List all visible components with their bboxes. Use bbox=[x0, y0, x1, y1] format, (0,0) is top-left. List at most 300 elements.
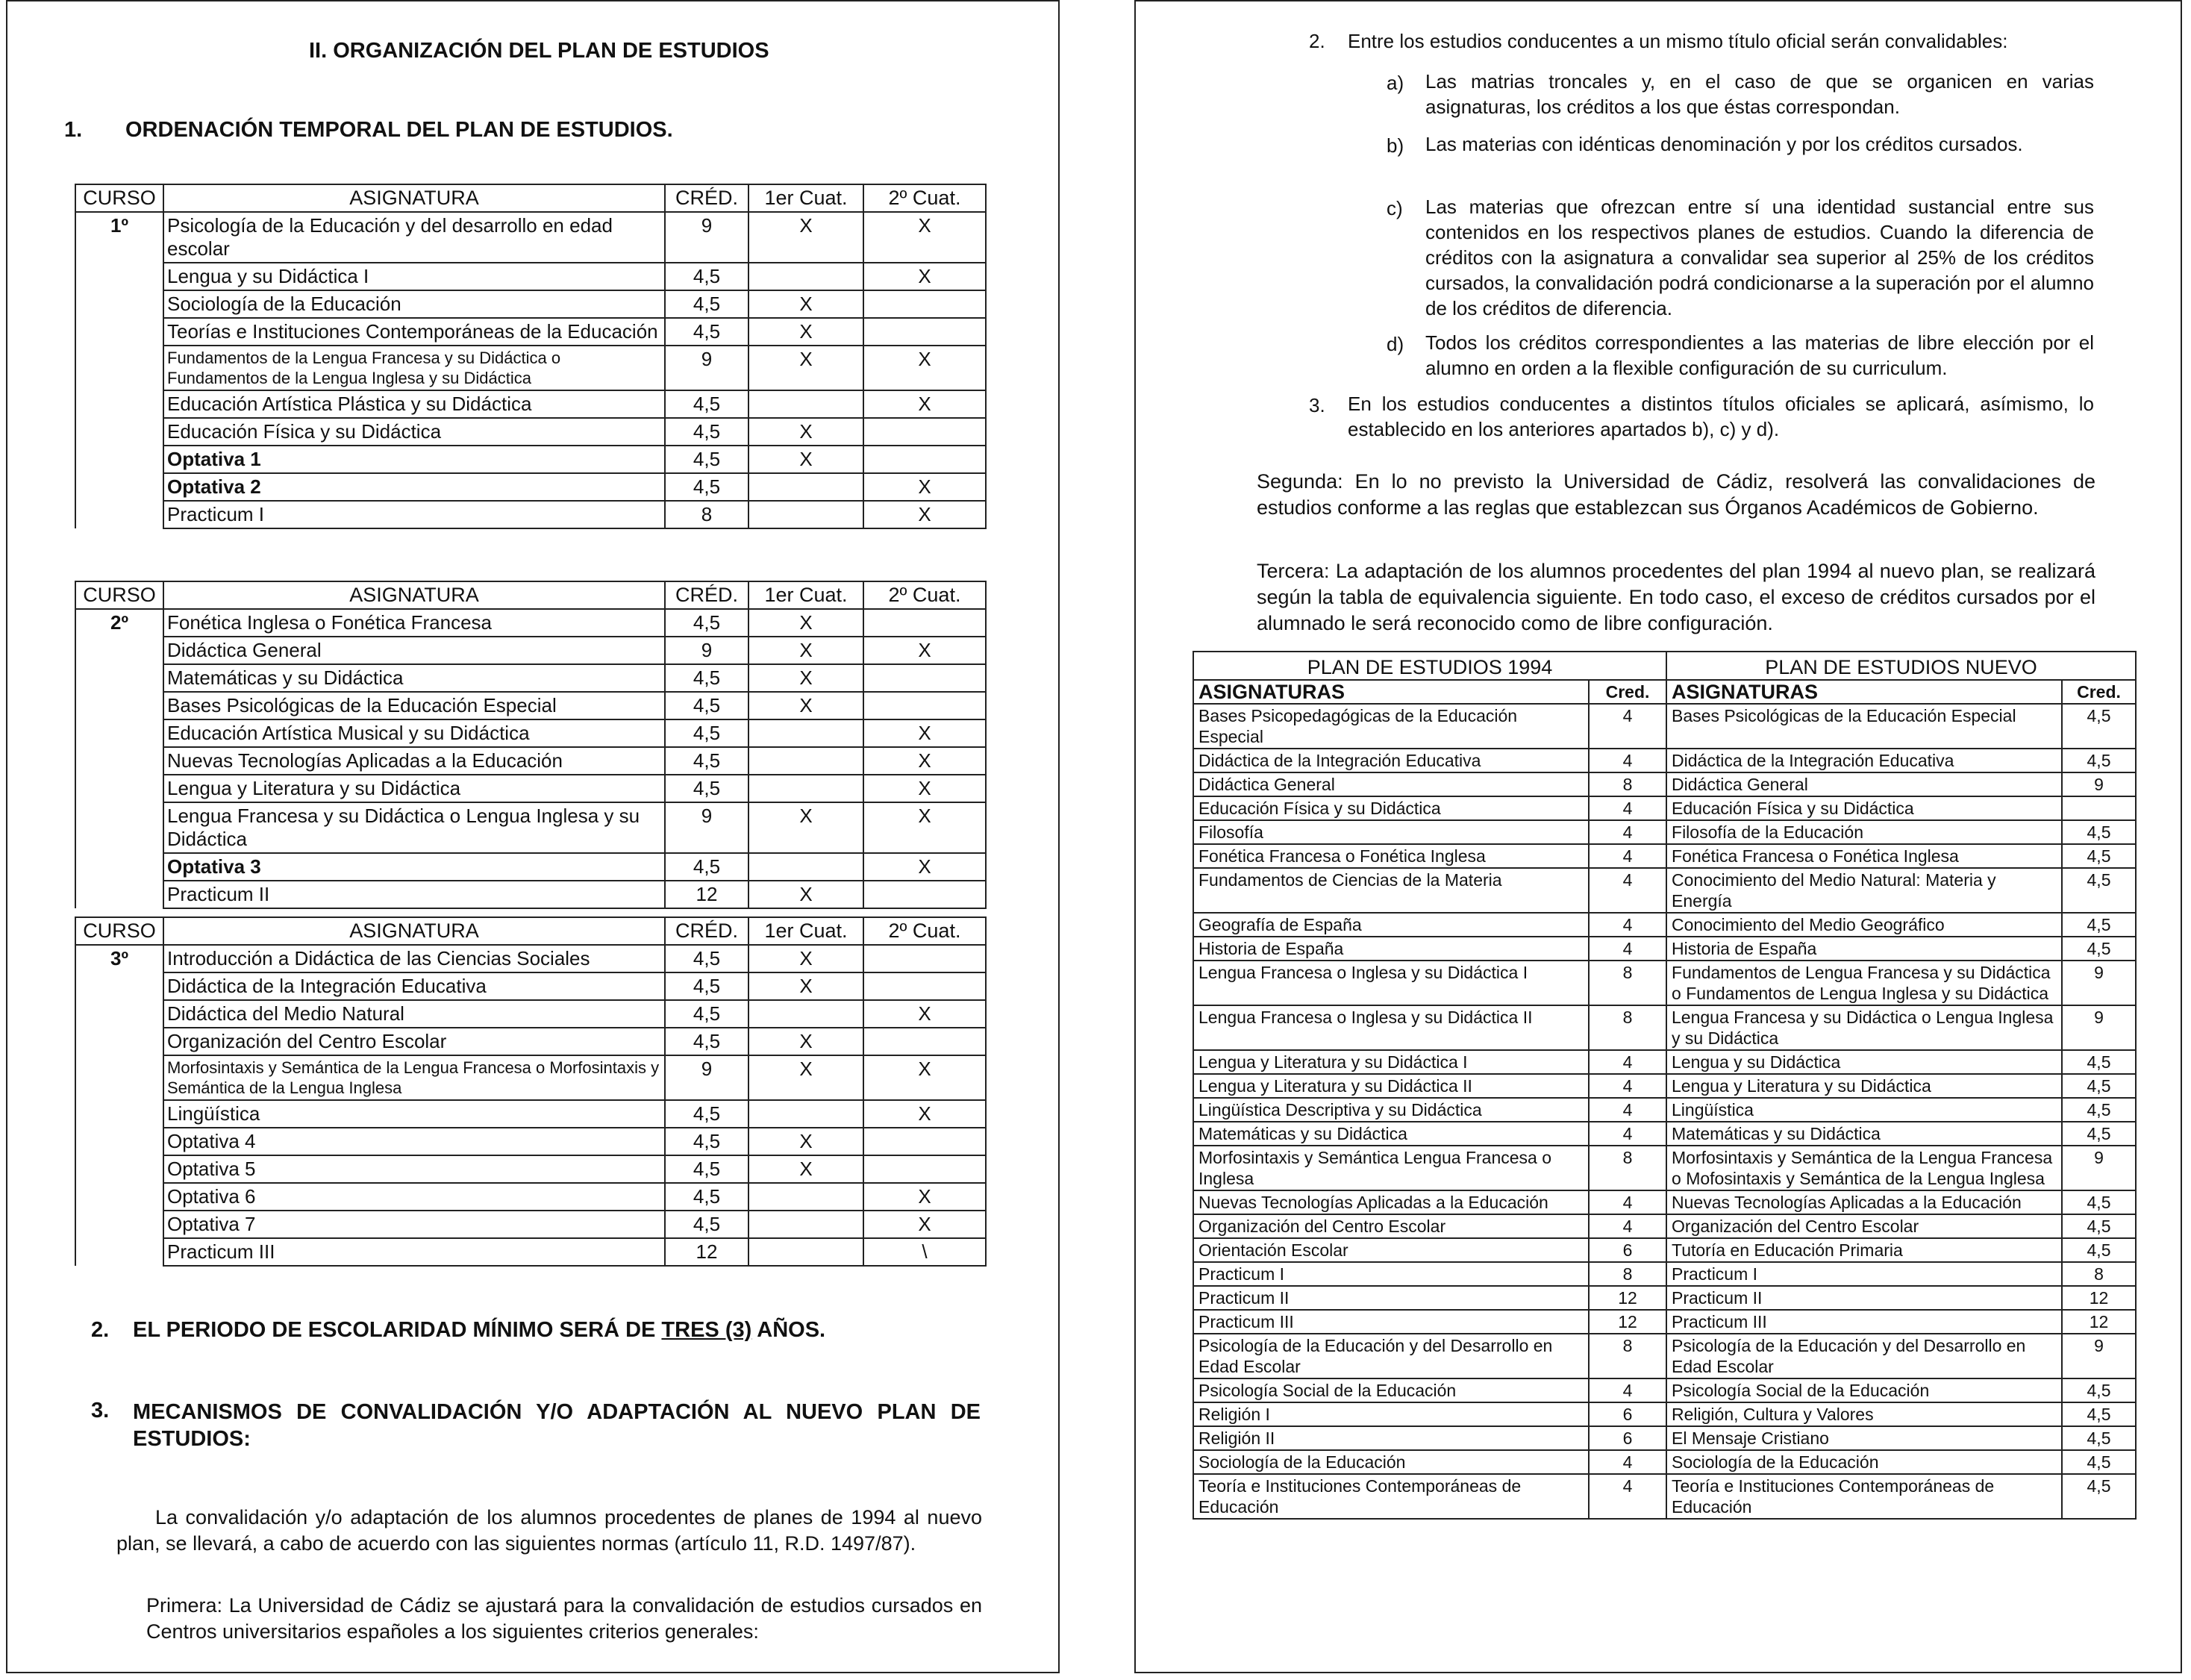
curso-label: 3º bbox=[75, 945, 163, 1266]
table-row bbox=[1193, 1426, 2136, 1450]
old-subject: Orientación Escolar bbox=[1193, 1238, 1589, 1262]
curso-label: 1º bbox=[75, 212, 163, 528]
old-subject: Sociología de la Educación bbox=[1193, 1450, 1589, 1474]
header-first-semester: 1er Cuat. bbox=[748, 581, 863, 609]
subject-name: Lengua Francesa y su Didáctica o Lengua Inglesa y su Didáctica bbox=[163, 802, 665, 853]
plan-new-header: PLAN DE ESTUDIOS NUEVO bbox=[1666, 652, 2136, 680]
new-credits: 4,5 bbox=[2062, 1214, 2136, 1238]
subject-name: Lengua y su Didáctica I bbox=[163, 263, 665, 290]
second-semester-mark: X bbox=[863, 747, 986, 775]
table-row bbox=[75, 775, 986, 802]
new-credits: 9 bbox=[2062, 961, 2136, 1005]
header-curso: CURSO bbox=[75, 581, 163, 609]
credits: 4,5 bbox=[665, 290, 748, 318]
new-subject: Organización del Centro Escolar bbox=[1666, 1214, 2062, 1238]
credits: 9 bbox=[665, 637, 748, 664]
table-row bbox=[75, 719, 986, 747]
old-credits: 8 bbox=[1589, 772, 1666, 796]
subject-name: Fundamentos de la Lengua Francesa y su Didáctica o Fundamentos de la Lengua Inglesa y su Didáctica bbox=[163, 346, 665, 390]
old-credits: 6 bbox=[1589, 1402, 1666, 1426]
table-header-row bbox=[75, 184, 986, 212]
table-row bbox=[75, 692, 986, 719]
table-row bbox=[75, 1211, 986, 1238]
new-subject: Matemáticas y su Didáctica bbox=[1666, 1122, 2062, 1146]
credits: 12 bbox=[665, 1238, 748, 1266]
first-semester-mark: X bbox=[748, 290, 863, 318]
new-subject: Practicum III bbox=[1666, 1310, 2062, 1334]
first-semester-mark bbox=[748, 1238, 863, 1266]
second-semester-mark: \ bbox=[863, 1238, 986, 1266]
new-credits: 4,5 bbox=[2062, 1238, 2136, 1262]
old-subject: Geografía de España bbox=[1193, 913, 1589, 937]
old-credits: 4 bbox=[1589, 1214, 1666, 1238]
new-subject: Tutoría en Educación Primaria bbox=[1666, 1238, 2062, 1262]
credits: 4,5 bbox=[665, 853, 748, 881]
old-subject: Lengua y Literatura y su Didáctica I bbox=[1193, 1050, 1589, 1074]
header-cred: CRÉD. bbox=[665, 184, 748, 212]
first-semester-mark: X bbox=[748, 664, 863, 692]
new-subject: Practicum II bbox=[1666, 1286, 2062, 1310]
table-row bbox=[1193, 1286, 2136, 1310]
second-semester-mark bbox=[863, 609, 986, 637]
credits: 4,5 bbox=[665, 446, 748, 473]
subject-name: Practicum II bbox=[163, 881, 665, 908]
table-row bbox=[75, 1055, 986, 1100]
table-header-row bbox=[75, 917, 986, 945]
table-row bbox=[75, 853, 986, 881]
new-credits: 4,5 bbox=[2062, 937, 2136, 961]
table-row bbox=[1193, 1402, 2136, 1426]
table-row bbox=[1193, 1334, 2136, 1378]
credits: 4,5 bbox=[665, 1028, 748, 1055]
first-semester-mark: X bbox=[748, 881, 863, 908]
subject-name: Organización del Centro Escolar bbox=[163, 1028, 665, 1055]
table-row bbox=[1193, 1238, 2136, 1262]
second-semester-mark: X bbox=[863, 390, 986, 418]
credits: 4,5 bbox=[665, 1155, 748, 1183]
table-row bbox=[1193, 1310, 2136, 1334]
old-subject: Didáctica General bbox=[1193, 772, 1589, 796]
credits: 12 bbox=[665, 881, 748, 908]
table-row bbox=[75, 473, 986, 501]
course-table-2 bbox=[75, 581, 987, 909]
item-2-text: Entre los estudios conducentes a un mismo título oficial serán convalidables: bbox=[1348, 30, 2008, 52]
section-2-suffix: AÑOS. bbox=[751, 1318, 826, 1342]
table-row bbox=[75, 501, 986, 528]
old-subject: Didáctica de la Integración Educativa bbox=[1193, 749, 1589, 772]
table-row bbox=[75, 1183, 986, 1211]
subitem-b-label: b) bbox=[1387, 134, 1404, 157]
subitem-a-label: a) bbox=[1387, 72, 1404, 94]
table-row bbox=[1193, 1474, 2136, 1519]
second-semester-mark: X bbox=[863, 473, 986, 501]
intro-paragraph: La convalidación y/o adaptación de los alumnos procedentes de planes de 1994 al nuevo plan, se llevará, a cabo de acuerdo con las siguientes normas (artículo 11, R.D. 1497/87). bbox=[116, 1506, 982, 1555]
old-subject: Filosofía bbox=[1193, 820, 1589, 844]
second-semester-mark: X bbox=[863, 719, 986, 747]
subject-name: Educación Artística Plástica y su Didáctica bbox=[163, 390, 665, 418]
second-semester-mark bbox=[863, 881, 986, 908]
table-row bbox=[1193, 820, 2136, 844]
first-semester-mark: X bbox=[748, 1028, 863, 1055]
table-row bbox=[75, 1238, 986, 1266]
course-table-1 bbox=[75, 184, 987, 529]
old-subjects-header: ASIGNATURAS bbox=[1193, 680, 1589, 704]
old-credits: 4 bbox=[1589, 1450, 1666, 1474]
second-semester-mark bbox=[863, 1128, 986, 1155]
table-row bbox=[75, 446, 986, 473]
subject-name: Didáctica del Medio Natural bbox=[163, 1000, 665, 1028]
subitem-c-label: c) bbox=[1387, 197, 1403, 219]
old-credits: 12 bbox=[1589, 1310, 1666, 1334]
table-row bbox=[1193, 1122, 2136, 1146]
header-curso: CURSO bbox=[75, 917, 163, 945]
header-second-semester: 2º Cuat. bbox=[863, 581, 986, 609]
old-credits: 8 bbox=[1589, 1334, 1666, 1378]
old-credits: 4 bbox=[1589, 1122, 1666, 1146]
first-semester-mark: X bbox=[748, 446, 863, 473]
subject-name: Optativa 7 bbox=[163, 1211, 665, 1238]
second-semester-mark bbox=[863, 418, 986, 446]
new-subject: Psicología Social de la Educación bbox=[1666, 1378, 2062, 1402]
old-subject: Religión I bbox=[1193, 1402, 1589, 1426]
credits: 4,5 bbox=[665, 1211, 748, 1238]
old-credits: 8 bbox=[1589, 1262, 1666, 1286]
credits: 4,5 bbox=[665, 664, 748, 692]
subject-name: Morfosintaxis y Semántica de la Lengua Francesa o Morfosintaxis y Semántica de la Lengua Inglesa bbox=[163, 1055, 665, 1100]
item-3-text: En los estudios conducentes a distintos títulos oficiales se aplicará, asímismo, lo establecido en los anteriores apartados b), c) y d). bbox=[1348, 393, 2094, 440]
credits: 4,5 bbox=[665, 692, 748, 719]
old-credits: 4 bbox=[1589, 820, 1666, 844]
new-credits: 9 bbox=[2062, 1146, 2136, 1190]
table-row bbox=[1193, 961, 2136, 1005]
old-subject: Lengua Francesa o Inglesa y su Didáctica I bbox=[1193, 961, 1589, 1005]
subject-name: Teorías e Instituciones Contemporáneas de la Educación bbox=[163, 318, 665, 346]
left-page bbox=[6, 0, 1060, 1673]
first-semester-mark bbox=[748, 263, 863, 290]
header-first-semester: 1er Cuat. bbox=[748, 184, 863, 212]
header-asignatura: ASIGNATURA bbox=[163, 184, 665, 212]
table-row bbox=[75, 1100, 986, 1128]
old-subject: Bases Psicopedagógicas de la Educación Especial bbox=[1193, 704, 1589, 749]
table-header-row bbox=[75, 581, 986, 609]
first-semester-mark bbox=[748, 390, 863, 418]
old-subject: Lengua Francesa o Inglesa y su Didáctica II bbox=[1193, 1005, 1589, 1050]
subitem-a-text: Las matrias troncales y, en el caso de que se organicen en varias asignaturas, los créditos a los que éstas correspondan. bbox=[1425, 70, 2094, 118]
item-3-number: 3. bbox=[1309, 394, 1325, 416]
second-semester-mark: X bbox=[863, 263, 986, 290]
second-semester-mark bbox=[863, 446, 986, 473]
table-row bbox=[1193, 749, 2136, 772]
header-second-semester: 2º Cuat. bbox=[863, 184, 986, 212]
table-row bbox=[1193, 937, 2136, 961]
second-semester-mark: X bbox=[863, 501, 986, 528]
table-row bbox=[75, 418, 986, 446]
second-semester-mark: X bbox=[863, 1211, 986, 1238]
new-credits: 4,5 bbox=[2062, 913, 2136, 937]
new-subject: Didáctica General bbox=[1666, 772, 2062, 796]
table-row bbox=[1193, 704, 2136, 749]
table-row bbox=[1193, 1262, 2136, 1286]
new-subject: Lengua y Literatura y su Didáctica bbox=[1666, 1074, 2062, 1098]
segunda-paragraph: Segunda: En lo no previsto la Universidad de Cádiz, resolverá las convalidaciones de estudios conforme a las reglas que establezcan sus Órganos Académicos de Gobierno. bbox=[1257, 470, 2095, 519]
old-subject: Practicum I bbox=[1193, 1262, 1589, 1286]
primera-paragraph: Primera: La Universidad de Cádiz se ajustará para la convalidación de estudios cursados en Centros universitarios españoles a los siguientes criterios generales: bbox=[146, 1594, 982, 1643]
subject-name: Fonética Inglesa o Fonética Francesa bbox=[163, 609, 665, 637]
second-semester-mark: X bbox=[863, 637, 986, 664]
section-1-title: ORDENACIÓN TEMPORAL DEL PLAN DE ESTUDIOS. bbox=[125, 118, 673, 142]
subject-name: Optativa 1 bbox=[163, 446, 665, 473]
old-subject: Practicum III bbox=[1193, 1310, 1589, 1334]
first-semester-mark: X bbox=[748, 1155, 863, 1183]
first-semester-mark: X bbox=[748, 637, 863, 664]
second-semester-mark: X bbox=[863, 346, 986, 390]
table-row bbox=[75, 1128, 986, 1155]
new-credits: 4,5 bbox=[2062, 749, 2136, 772]
table-row bbox=[75, 637, 986, 664]
first-semester-mark: X bbox=[748, 318, 863, 346]
old-subject: Nuevas Tecnologías Aplicadas a la Educación bbox=[1193, 1190, 1589, 1214]
new-credits: 9 bbox=[2062, 772, 2136, 796]
new-subject: Teoría e Instituciones Contemporáneas de Educación bbox=[1666, 1474, 2062, 1519]
item-2-number: 2. bbox=[1309, 30, 1325, 52]
new-credits: 12 bbox=[2062, 1310, 2136, 1334]
old-subject: Historia de España bbox=[1193, 937, 1589, 961]
subject-name: Nuevas Tecnologías Aplicadas a la Educación bbox=[163, 747, 665, 775]
subject-name: Didáctica de la Integración Educativa bbox=[163, 972, 665, 1000]
section-2-number: 2. bbox=[91, 1318, 110, 1342]
table-row bbox=[75, 802, 986, 853]
table-row bbox=[1193, 1146, 2136, 1190]
new-credits: 4,5 bbox=[2062, 1074, 2136, 1098]
credits: 4,5 bbox=[665, 263, 748, 290]
table-row bbox=[75, 664, 986, 692]
old-credits: 4 bbox=[1589, 704, 1666, 749]
old-credits: 8 bbox=[1589, 961, 1666, 1005]
old-subject: Psicología Social de la Educación bbox=[1193, 1378, 1589, 1402]
section-1-number: 1. bbox=[64, 118, 83, 142]
second-semester-mark bbox=[863, 318, 986, 346]
second-semester-mark: X bbox=[863, 1055, 986, 1100]
header-curso: CURSO bbox=[75, 184, 163, 212]
first-semester-mark: X bbox=[748, 1128, 863, 1155]
new-credits: 4,5 bbox=[2062, 1050, 2136, 1074]
old-credits: 12 bbox=[1589, 1286, 1666, 1310]
table-row bbox=[75, 290, 986, 318]
old-credits: 4 bbox=[1589, 1190, 1666, 1214]
new-credits: 4,5 bbox=[2062, 868, 2136, 913]
first-semester-mark bbox=[748, 719, 863, 747]
old-credits-header: Cred. bbox=[1589, 680, 1666, 704]
old-credits: 4 bbox=[1589, 844, 1666, 868]
new-subject: Psicología de la Educación y del Desarrollo en Edad Escolar bbox=[1666, 1334, 2062, 1378]
new-subject: Conocimiento del Medio Natural: Materia y Energía bbox=[1666, 868, 2062, 913]
new-credits: 4,5 bbox=[2062, 1450, 2136, 1474]
second-semester-mark bbox=[863, 664, 986, 692]
table-row bbox=[1193, 772, 2136, 796]
first-semester-mark bbox=[748, 1183, 863, 1211]
header-cred: CRÉD. bbox=[665, 917, 748, 945]
plan-header-row bbox=[1193, 652, 2136, 680]
table-row bbox=[1193, 1050, 2136, 1074]
subject-name: Optativa 2 bbox=[163, 473, 665, 501]
old-subject: Fundamentos de Ciencias de la Materia bbox=[1193, 868, 1589, 913]
old-subject: Psicología de la Educación y del Desarrollo en Edad Escolar bbox=[1193, 1334, 1589, 1378]
table-row bbox=[75, 609, 986, 637]
credits: 4,5 bbox=[665, 747, 748, 775]
old-credits: 4 bbox=[1589, 749, 1666, 772]
first-semester-mark bbox=[748, 1000, 863, 1028]
new-subject: Nuevas Tecnologías Aplicadas a la Educación bbox=[1666, 1190, 2062, 1214]
table-row bbox=[1193, 1074, 2136, 1098]
subject-name: Bases Psicológicas de la Educación Especial bbox=[163, 692, 665, 719]
header-asignatura: ASIGNATURA bbox=[163, 581, 665, 609]
credits: 4,5 bbox=[665, 473, 748, 501]
subject-name: Lengua y Literatura y su Didáctica bbox=[163, 775, 665, 802]
new-subject: Educación Física y su Didáctica bbox=[1666, 796, 2062, 820]
credits: 9 bbox=[665, 1055, 748, 1100]
table-row bbox=[1193, 844, 2136, 868]
new-credits bbox=[2062, 796, 2136, 820]
new-subject: Sociología de la Educación bbox=[1666, 1450, 2062, 1474]
table-row bbox=[1193, 1005, 2136, 1050]
subject-name: Lingüística bbox=[163, 1100, 665, 1128]
old-subject: Morfosintaxis y Semántica Lengua Francesa o Inglesa bbox=[1193, 1146, 1589, 1190]
credits: 9 bbox=[665, 212, 748, 263]
first-semester-mark: X bbox=[748, 609, 863, 637]
section-2-title bbox=[133, 1318, 825, 1343]
subject-name: Educación Física y su Didáctica bbox=[163, 418, 665, 446]
new-credits: 4,5 bbox=[2062, 1122, 2136, 1146]
new-credits: 4,5 bbox=[2062, 704, 2136, 749]
section-2-years: TRES (3) bbox=[661, 1318, 752, 1342]
new-subjects-header: ASIGNATURAS bbox=[1666, 680, 2062, 704]
table-row bbox=[1193, 868, 2136, 913]
section-3-title: MECANISMOS DE CONVALIDACIÓN Y/O ADAPTACIÓN AL NUEVO PLAN DE ESTUDIOS: bbox=[133, 1400, 981, 1451]
header-second-semester: 2º Cuat. bbox=[863, 917, 986, 945]
second-semester-mark bbox=[863, 1028, 986, 1055]
first-semester-mark: X bbox=[748, 692, 863, 719]
table-row bbox=[75, 972, 986, 1000]
section-2-text: EL PERIODO DE ESCOLARIDAD MÍNIMO SERÁ DE bbox=[133, 1318, 662, 1342]
section-3-number: 3. bbox=[91, 1399, 110, 1423]
first-semester-mark bbox=[748, 747, 863, 775]
credits: 9 bbox=[665, 346, 748, 390]
subject-name: Didáctica General bbox=[163, 637, 665, 664]
second-semester-mark bbox=[863, 692, 986, 719]
subject-name: Optativa 6 bbox=[163, 1183, 665, 1211]
subitem-b-text: Las materias con idénticas denominación y por los créditos cursados. bbox=[1425, 133, 2023, 155]
new-credits: 4,5 bbox=[2062, 820, 2136, 844]
table-row bbox=[75, 945, 986, 972]
old-subject: Teoría e Instituciones Contemporáneas de Educación bbox=[1193, 1474, 1589, 1519]
old-credits: 4 bbox=[1589, 796, 1666, 820]
old-subject: Organización del Centro Escolar bbox=[1193, 1214, 1589, 1238]
old-credits: 4 bbox=[1589, 868, 1666, 913]
old-credits: 4 bbox=[1589, 1378, 1666, 1402]
new-subject: Fonética Francesa o Fonética Inglesa bbox=[1666, 844, 2062, 868]
subject-name: Matemáticas y su Didáctica bbox=[163, 664, 665, 692]
second-semester-mark: X bbox=[863, 775, 986, 802]
table-row bbox=[75, 881, 986, 908]
new-subject: Practicum I bbox=[1666, 1262, 2062, 1286]
new-credits: 4,5 bbox=[2062, 1426, 2136, 1450]
old-credits: 4 bbox=[1589, 937, 1666, 961]
old-credits: 4 bbox=[1589, 913, 1666, 937]
table-row bbox=[75, 263, 986, 290]
table-row bbox=[1193, 1214, 2136, 1238]
new-subject: Morfosintaxis y Semántica de la Lengua Francesa o Mofosintaxis y Semántica de la Lengua Inglesa bbox=[1666, 1146, 2062, 1190]
first-semester-mark bbox=[748, 1100, 863, 1128]
equivalence-table bbox=[1193, 651, 2137, 1520]
new-subject: Fundamentos de Lengua Francesa y su Didáctica o Fundamentos de Lengua Inglesa y su Didáctica bbox=[1666, 961, 2062, 1005]
plan-1994-header: PLAN DE ESTUDIOS 1994 bbox=[1193, 652, 1666, 680]
old-subject: Educación Física y su Didáctica bbox=[1193, 796, 1589, 820]
old-credits: 6 bbox=[1589, 1238, 1666, 1262]
table-row bbox=[75, 212, 986, 263]
new-subject: Lingüística bbox=[1666, 1098, 2062, 1122]
new-subject: Bases Psicológicas de la Educación Especial bbox=[1666, 704, 2062, 749]
subject-name: Optativa 4 bbox=[163, 1128, 665, 1155]
credits: 9 bbox=[665, 802, 748, 853]
second-semester-mark: X bbox=[863, 1000, 986, 1028]
table-row bbox=[75, 1028, 986, 1055]
old-credits: 6 bbox=[1589, 1426, 1666, 1450]
new-credits: 4,5 bbox=[2062, 1190, 2136, 1214]
new-credits: 4,5 bbox=[2062, 1474, 2136, 1519]
credits: 4,5 bbox=[665, 775, 748, 802]
new-credits: 12 bbox=[2062, 1286, 2136, 1310]
right-page bbox=[1134, 0, 2182, 1673]
subject-name: Introducción a Didáctica de las Ciencias Sociales bbox=[163, 945, 665, 972]
old-credits: 4 bbox=[1589, 1098, 1666, 1122]
table-row bbox=[1193, 1098, 2136, 1122]
first-semester-mark bbox=[748, 853, 863, 881]
subject-name: Psicología de la Educación y del desarrollo en edad escolar bbox=[163, 212, 665, 263]
new-subject: Historia de España bbox=[1666, 937, 2062, 961]
new-credits: 9 bbox=[2062, 1334, 2136, 1378]
column-header-row bbox=[1193, 680, 2136, 704]
header-cred: CRÉD. bbox=[665, 581, 748, 609]
page-title: II. ORGANIZACIÓN DEL PLAN DE ESTUDIOS bbox=[309, 39, 769, 63]
old-subject: Lingüística Descriptiva y su Didáctica bbox=[1193, 1098, 1589, 1122]
credits: 4,5 bbox=[665, 390, 748, 418]
first-semester-mark: X bbox=[748, 972, 863, 1000]
old-credits: 4 bbox=[1589, 1474, 1666, 1519]
table-row bbox=[1193, 1378, 2136, 1402]
new-credits: 4,5 bbox=[2062, 1402, 2136, 1426]
old-credits: 8 bbox=[1589, 1146, 1666, 1190]
subject-name: Optativa 3 bbox=[163, 853, 665, 881]
new-credits: 8 bbox=[2062, 1262, 2136, 1286]
course-table-3 bbox=[75, 916, 987, 1267]
subitem-d-label: d) bbox=[1387, 333, 1404, 355]
new-credits: 4,5 bbox=[2062, 844, 2136, 868]
first-semester-mark bbox=[748, 501, 863, 528]
new-subject: Lengua Francesa y su Didáctica o Lengua Inglesa y su Didáctica bbox=[1666, 1005, 2062, 1050]
new-credits: 9 bbox=[2062, 1005, 2136, 1050]
table-row bbox=[75, 1155, 986, 1183]
second-semester-mark bbox=[863, 972, 986, 1000]
table-row bbox=[75, 747, 986, 775]
second-semester-mark: X bbox=[863, 802, 986, 853]
old-credits: 8 bbox=[1589, 1005, 1666, 1050]
credits: 4,5 bbox=[665, 1183, 748, 1211]
credits: 4,5 bbox=[665, 318, 748, 346]
second-semester-mark bbox=[863, 1155, 986, 1183]
first-semester-mark: X bbox=[748, 945, 863, 972]
old-subject: Matemáticas y su Didáctica bbox=[1193, 1122, 1589, 1146]
table-row bbox=[75, 318, 986, 346]
